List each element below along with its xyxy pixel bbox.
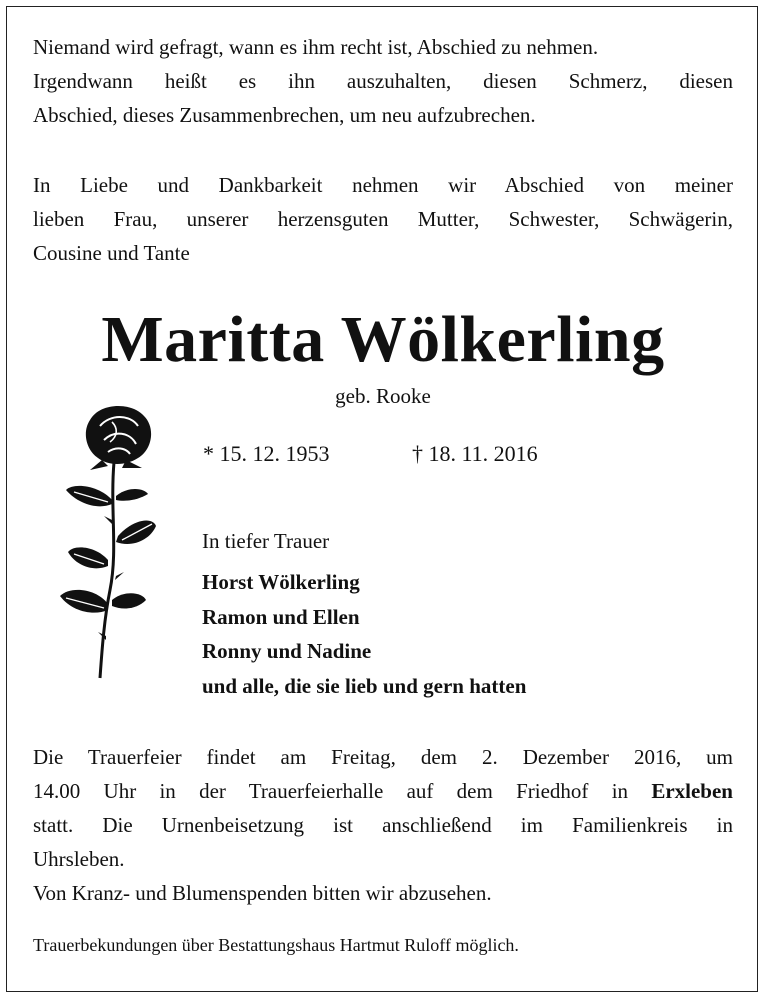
dedication-line: Cousine und Tante	[33, 241, 190, 265]
birth-date: * 15. 12. 1953	[203, 441, 330, 466]
service-line: Die Trauerfeier findet am Freitag, dem 2. Dezember 2016, um	[33, 745, 733, 769]
death-date: † 18. 11. 2016	[412, 441, 538, 466]
service-info	[33, 740, 733, 910]
intro-line: Abschied, dieses Zusammenbrechen, um neu aufzubrechen.	[33, 103, 536, 127]
dedication-text	[33, 168, 733, 270]
rose-icon	[52, 400, 162, 680]
service-line: statt. Die Urnenbeisetzung ist anschließend im Familienkreis in	[33, 813, 733, 837]
intro-quote	[33, 30, 733, 132]
service-line	[33, 774, 733, 808]
deceased-name: Maritta Wölkerling	[101, 303, 665, 376]
dedication-line: lieben Frau, unserer herzensguten Mutter, Schwester, Schwägerin,	[33, 207, 733, 231]
footer-note: Trauerbekundungen über Bestattungshaus Hartmut Ruloff möglich.	[33, 935, 519, 955]
service-line: Uhrsleben.	[33, 847, 125, 871]
service-place: Erxleben	[651, 779, 733, 803]
service-text: 14.00 Uhr in der Trauerfeierhalle auf dem Friedhof in	[33, 779, 629, 803]
mourning-heading: In tiefer Trauer	[202, 529, 330, 553]
intro-line: Niemand wird gefragt, wann es ihm recht ist, Abschied zu nehmen.	[33, 35, 599, 59]
birth-name: geb. Rooke	[335, 384, 431, 408]
mourner: Ronny und Nadine	[202, 639, 372, 663]
mourner: Ramon und Ellen	[202, 604, 360, 629]
mourner: und alle, die sie lieb und gern hatten	[202, 673, 527, 698]
intro-line: Irgendwann heißt es ihn auszuhalten, diesen Schmerz, diesen	[33, 69, 733, 93]
mourners-list	[202, 565, 526, 703]
service-line: Von Kranz- und Blumenspenden bitten wir abzusehen.	[33, 881, 492, 905]
dedication-line: In Liebe und Dankbarkeit nehmen wir Abschied von meiner	[33, 173, 733, 197]
mourner: Horst Wölkerling	[202, 570, 360, 594]
